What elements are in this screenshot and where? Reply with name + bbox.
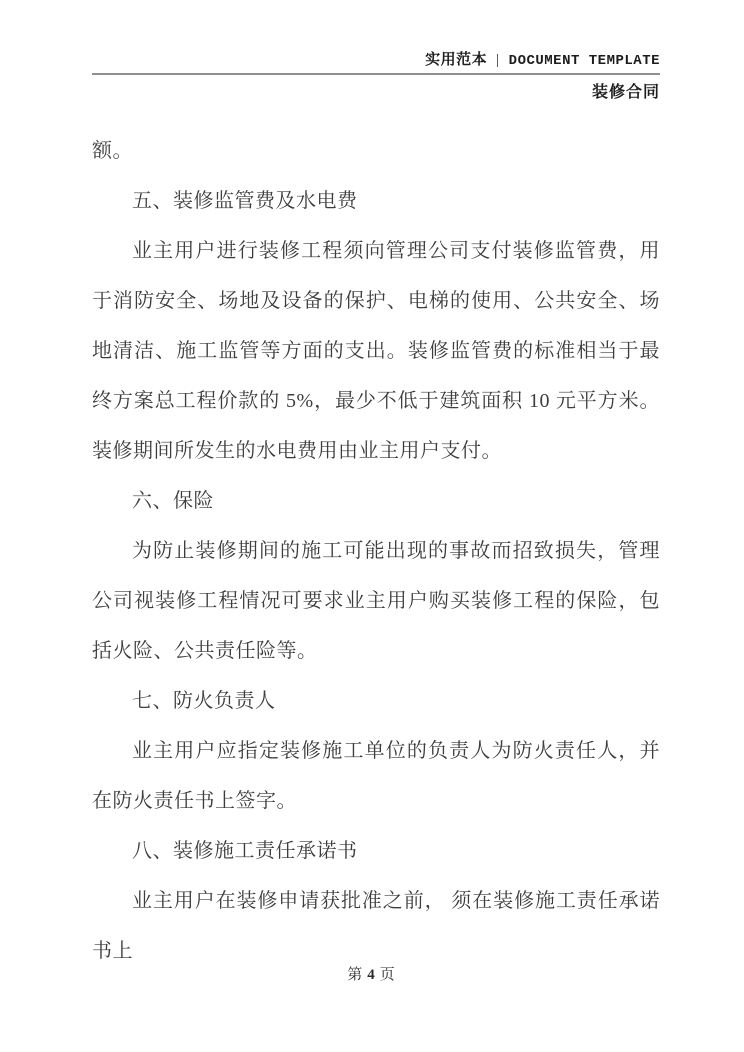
header-brand-cn: 实用范本 [425,52,488,68]
header-separator: | [496,52,500,68]
section-heading-7: 七、防火负责人 [132,690,276,712]
section-heading-8: 八、装修施工责任承诺书 [132,840,358,862]
page-number-suffix: 页 [379,967,397,983]
section-7-paragraph: 业主用户应指定装修施工单位的负责人为防火责任人，并在防火责任书上签字。 [92,740,660,812]
section-heading-6: 六、保险 [132,490,214,512]
page-number-prefix: 第 [347,967,365,983]
header-brand-en: DOCUMENT TEMPLATE [508,53,660,69]
page-number: 4 [367,967,377,983]
page-header [92,48,660,102]
section-8-paragraph: 业主用户在装修申请获批准之前， 须在装修施工责任承诺书上 [92,890,660,962]
document-body [92,126,660,976]
header-brand-line [92,48,660,73]
section-6-paragraph: 为防止装修期间的施工可能出现的事故而招致损失，管理公司视装修工程情况可要求业主用户购买装修工程的保险，包括火险、公共责任险等。 [92,540,660,662]
section-5-paragraph: 业主用户进行装修工程须向管理公司支付装修监管费，用于消防安全、场地及设备的保护、电梯的使用、公共安全、场地清洁、施工监管等方面的支出。装修监管费的标准相当于最终方案总工程价款的 5%，最少不低于建筑面积 10 元平方米。装修期间所发生的水电费用由业主用户支付。 [92,240,660,462]
document-title: 装修合同 [591,84,660,101]
page-footer [0,963,744,984]
section-heading-5: 五、装修监管费及水电费 [132,190,358,212]
body-continuation-line: 额。 [92,140,133,162]
